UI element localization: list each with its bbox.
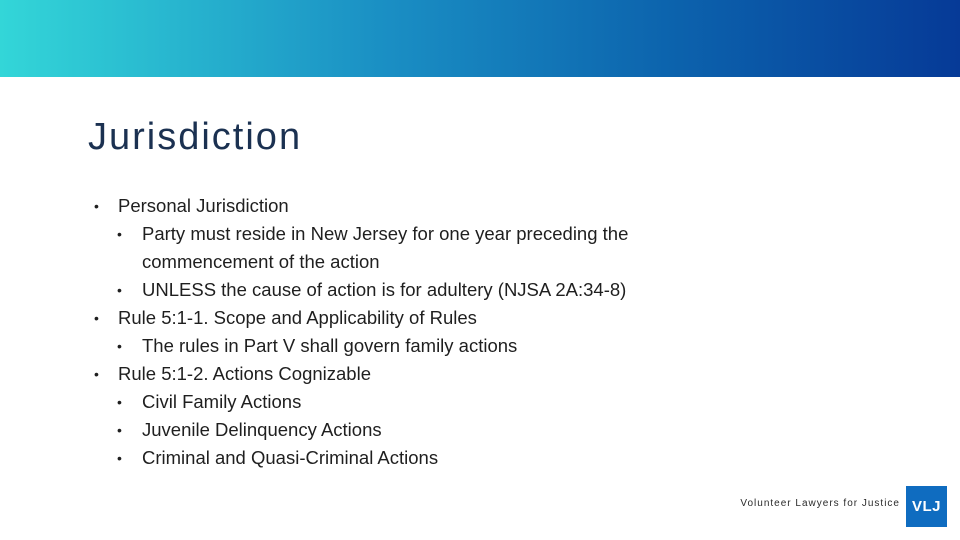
bullet-text: Rule 5:1-1. Scope and Applicability of Rules (118, 307, 477, 328)
bullet-text: Juvenile Delinquency Actions (142, 419, 382, 440)
sub-bullet-item (92, 276, 732, 304)
sub-bullet-item (92, 220, 732, 276)
bullet-text: Rule 5:1-2. Actions Cognizable (118, 363, 371, 384)
bullet-text: Party must reside in New Jersey for one year preceding the commencement of the action (142, 223, 629, 272)
bullet-dot: • (94, 310, 99, 326)
sub-bullet-item (92, 444, 732, 472)
vlj-logo: VLJ (906, 486, 947, 527)
bullet-dot: • (117, 450, 122, 466)
bullet-text: Personal Jurisdiction (118, 195, 289, 216)
bullet-item (92, 304, 732, 332)
bullet-dot: • (117, 394, 122, 410)
bullet-dot: • (117, 282, 122, 298)
bullet-text: Civil Family Actions (142, 391, 302, 412)
bullet-text: Criminal and Quasi-Criminal Actions (142, 447, 439, 468)
sub-bullet-item (92, 416, 732, 444)
bullet-text: UNLESS the cause of action is for adultery (NJSA 2A:34-8) (142, 279, 627, 300)
bullet-dot: • (117, 338, 122, 354)
bullet-item (92, 360, 732, 388)
slide-title: Jurisdiction (88, 116, 303, 158)
organization-name: Volunteer Lawyers for Justice (740, 498, 900, 509)
header-gradient-band (0, 0, 960, 77)
bullet-dot: • (94, 198, 99, 214)
bullet-item (92, 192, 732, 220)
bullet-dot: • (117, 226, 122, 242)
bullet-text: The rules in Part V shall govern family actions (142, 335, 518, 356)
bullet-dot: • (117, 422, 122, 438)
sub-bullet-item (92, 388, 732, 416)
bullet-list (92, 192, 732, 472)
bullet-dot: • (94, 366, 99, 382)
sub-bullet-item (92, 332, 732, 360)
